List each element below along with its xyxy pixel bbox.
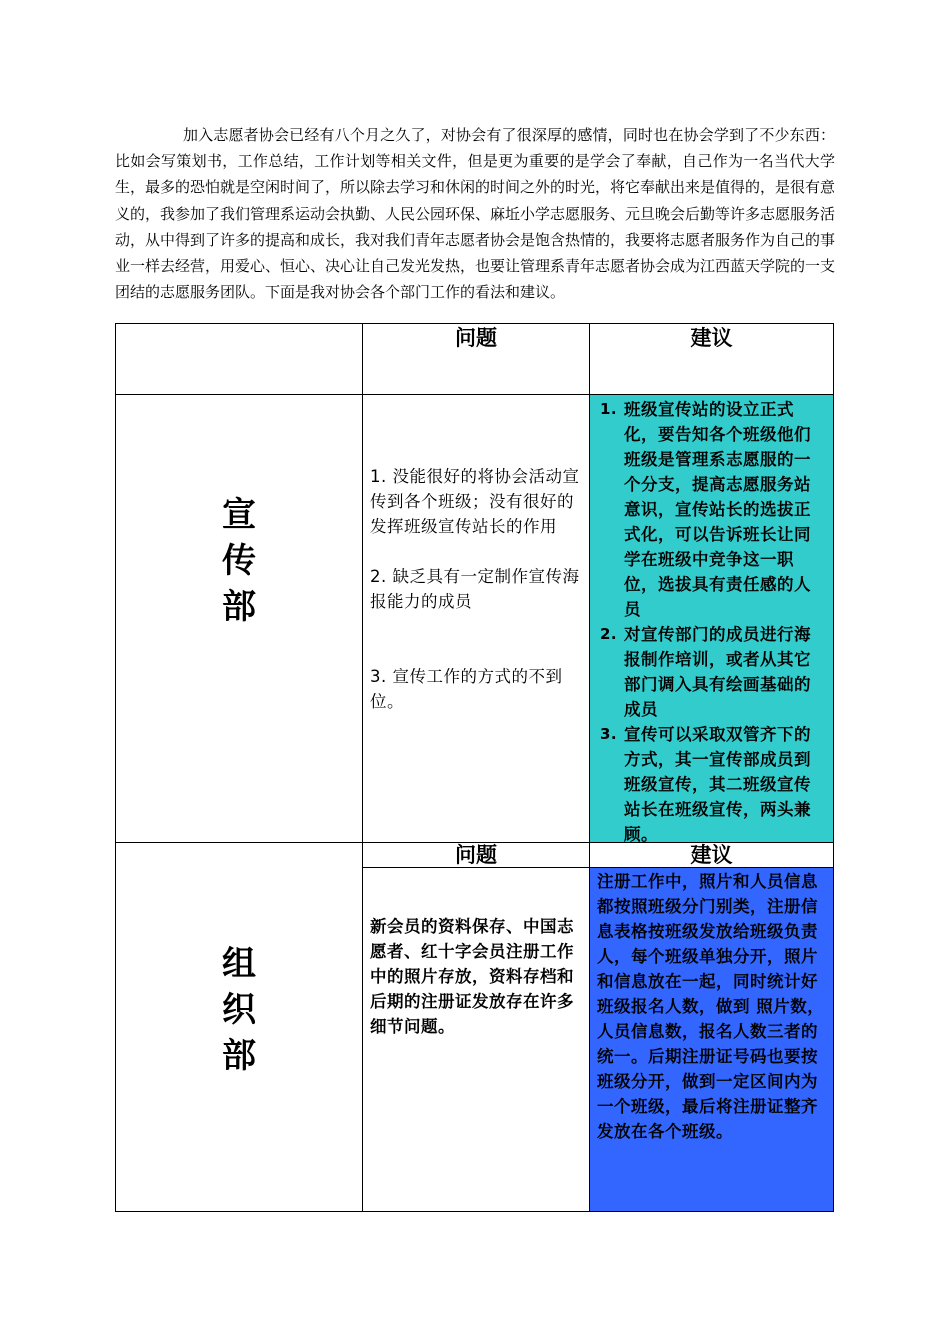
intro-paragraph: 加入志愿者协会已经有八个月之久了，对协会有了很深厚的感情，同时也在协会学到了不少东西：比如会写策划书，工作总结，工作计划等相关文件，但是更为重要的是学会了奉献，自己作为一名当代大学生，最多的恐怕就是空闲时间了，所以除去学习和休闲的时间之外的时光，将它奉献出来是值得的，是很有意义的，我参加了我们管理系运动会执勤、人民公园环保、麻坵小学志愿服务、元旦晚会后勤等许多志愿服务活动，从中得到了许多的提高和成长，我对我们青年志愿者协会是饱含热情的，我要将志愿者服务作为自己的事业一样去经营，用爱心、恒心、决心让自己发光发热，也要让管理系青年志愿者协会成为江西蓝天学院的一支团结的志愿服务团队。下面是我对协会各个部门工作的看法和建议。 — [115, 126, 836, 302]
dept-organization-char-2: 织 — [222, 990, 256, 1030]
dept-publicity-char-1: 宣 — [222, 495, 256, 535]
org-problem — [370, 914, 584, 1039]
dept-publicity — [116, 492, 362, 630]
publicity-suggestion-3 — [594, 722, 827, 847]
dept-organization-char-1: 组 — [222, 944, 256, 984]
publicity-suggestion-2 — [594, 622, 827, 722]
header-problem: 问题 — [455, 326, 497, 350]
org-header-problem: 问题 — [455, 843, 497, 867]
publicity-problems — [370, 464, 584, 714]
org-suggestion — [590, 868, 833, 1211]
dept-organization-char-3: 部 — [222, 1036, 256, 1076]
department-table — [115, 323, 834, 1212]
publicity-suggestion-3-num: 3. — [600, 725, 618, 743]
publicity-problem-3: 3. 宣传工作的方式的不到位。 — [370, 667, 563, 711]
dept-organization — [116, 941, 362, 1079]
publicity-suggestion-2-text: 对宣传部门的成员进行海报制作培训，或者从其它部门调入具有绘画基础的成员 — [624, 625, 811, 719]
col-divider-1 — [362, 324, 363, 1211]
publicity-suggestion-2-num: 2. — [600, 625, 618, 643]
publicity-suggestion-1-num: 1. — [600, 400, 618, 418]
header-suggestion: 建议 — [690, 326, 733, 350]
org-header-suggestion: 建议 — [690, 843, 733, 867]
publicity-suggestions — [590, 395, 833, 842]
publicity-problem-1: 1. 没能很好的将协会活动宣传到各个班级；没有很好的发挥班级宣传站长的作用 — [370, 467, 580, 536]
org-problem-text: 新会员的资料保存、中国志愿者、红十字会员注册工作中的照片存放，资料存档和后期的注册证发放存在许多细节问题。 — [370, 917, 574, 1036]
dept-publicity-char-2: 传 — [222, 541, 256, 581]
publicity-suggestion-1 — [594, 397, 827, 622]
org-suggestion-text: 注册工作中，照片和人员信息都按照班级分门别类，注册信息表格按班级发放给班级负责人，每个班级单独分开，照片和信息放在一起，同时统计好班级报名人数，做到 照片数，人员信息数，报名人数三者的统一。后期注册证号码也要按班级分开，做到一定区间内为一个班级，最后将注册证整齐发放在各个班级。 — [597, 872, 825, 1141]
publicity-suggestion-1-text: 班级宣传站的设立正式化，要告知各个班级他们班级是管理系志愿服的一个分支，提高志愿服务站意识，宣传站长的选拔正式化，可以告诉班长让同学在班级中竞争这一职位，选拔具有责任感的人员 — [624, 400, 811, 619]
dept-publicity-char-3: 部 — [222, 587, 256, 627]
publicity-suggestion-3-text: 宣传可以采取双管齐下的方式，其一宣传部成员到班级宣传，其二班级宣传站长在班级宣传，两头兼顾。 — [624, 725, 811, 844]
publicity-problem-2: 2. 缺乏具有一定制作宣传海报能力的成员 — [370, 567, 580, 611]
